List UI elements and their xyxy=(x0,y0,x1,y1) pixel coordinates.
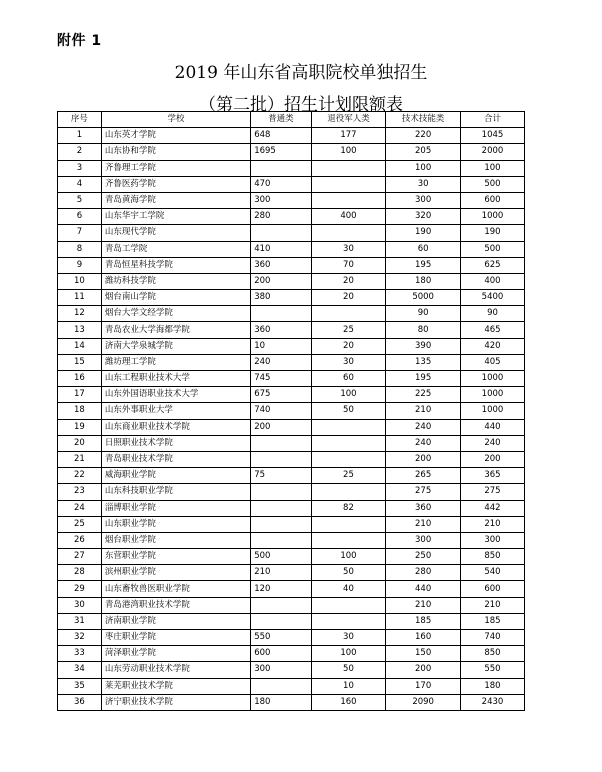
table-row xyxy=(58,371,525,387)
veteran-count: 10 xyxy=(311,678,386,694)
total-count: 550 xyxy=(460,662,524,678)
total-count: 850 xyxy=(460,646,524,662)
general-count: 1695 xyxy=(251,144,311,160)
school-name: 青岛工学院 xyxy=(101,241,250,257)
table-header-row xyxy=(58,112,525,128)
general-count: 300 xyxy=(251,192,311,208)
row-index: 8 xyxy=(58,241,102,257)
skill-count: 200 xyxy=(386,662,461,678)
skill-count: 240 xyxy=(386,435,461,451)
veteran-count xyxy=(311,192,386,208)
skill-count: 300 xyxy=(386,192,461,208)
school-name: 济宁职业技术学院 xyxy=(101,694,250,710)
general-count xyxy=(251,225,311,241)
table-row xyxy=(58,435,525,451)
general-count xyxy=(251,532,311,548)
veteran-count: 20 xyxy=(311,290,386,306)
school-name: 山东协和学院 xyxy=(101,144,250,160)
skill-count: 80 xyxy=(386,322,461,338)
skill-count: 200 xyxy=(386,451,461,467)
general-count: 200 xyxy=(251,419,311,435)
total-count: 185 xyxy=(460,613,524,629)
table-row xyxy=(58,128,525,144)
table-row xyxy=(58,662,525,678)
row-index: 32 xyxy=(58,630,102,646)
total-count: 500 xyxy=(460,241,524,257)
veteran-count xyxy=(311,435,386,451)
skill-count: 440 xyxy=(386,581,461,597)
school-name: 济南职业学院 xyxy=(101,613,250,629)
school-name: 山东科技职业学院 xyxy=(101,484,250,500)
veteran-count xyxy=(311,306,386,322)
row-index: 23 xyxy=(58,484,102,500)
table-row xyxy=(58,387,525,403)
school-name: 山东劳动职业技术学院 xyxy=(101,662,250,678)
table-row xyxy=(58,290,525,306)
row-index: 1 xyxy=(58,128,102,144)
school-name: 日照职业技术学院 xyxy=(101,435,250,451)
header-index: 序号 xyxy=(58,112,102,128)
skill-count: 195 xyxy=(386,257,461,273)
school-name: 滨州职业学院 xyxy=(101,565,250,581)
school-name: 淄博职业学院 xyxy=(101,500,250,516)
general-count xyxy=(251,597,311,613)
row-index: 2 xyxy=(58,144,102,160)
table-row xyxy=(58,225,525,241)
general-count: 360 xyxy=(251,257,311,273)
general-count xyxy=(251,306,311,322)
row-index: 34 xyxy=(58,662,102,678)
skill-count: 2090 xyxy=(386,694,461,710)
table-row xyxy=(58,678,525,694)
document-subtitle: （第二批）招生计划限额表 xyxy=(199,95,403,115)
row-index: 36 xyxy=(58,694,102,710)
skill-count: 135 xyxy=(386,354,461,370)
table-row xyxy=(58,500,525,516)
general-count xyxy=(251,484,311,500)
total-count: 850 xyxy=(460,549,524,565)
skill-count: 190 xyxy=(386,225,461,241)
row-index: 19 xyxy=(58,419,102,435)
veteran-count: 40 xyxy=(311,581,386,597)
veteran-count xyxy=(311,451,386,467)
veteran-count xyxy=(311,516,386,532)
school-name: 齐鲁医药学院 xyxy=(101,176,250,192)
table-row xyxy=(58,484,525,500)
school-name: 山东华宇工学院 xyxy=(101,209,250,225)
header-skill: 技术技能类 xyxy=(386,112,461,128)
skill-count: 300 xyxy=(386,532,461,548)
skill-count: 265 xyxy=(386,468,461,484)
skill-count: 275 xyxy=(386,484,461,500)
table-row xyxy=(58,581,525,597)
header-veteran: 退役军人类 xyxy=(311,112,386,128)
table-row xyxy=(58,468,525,484)
general-count: 675 xyxy=(251,387,311,403)
row-index: 10 xyxy=(58,273,102,289)
veteran-count: 100 xyxy=(311,144,386,160)
skill-count: 195 xyxy=(386,371,461,387)
skill-count: 240 xyxy=(386,419,461,435)
veteran-count: 100 xyxy=(311,387,386,403)
total-count: 440 xyxy=(460,419,524,435)
table-row xyxy=(58,532,525,548)
veteran-count: 70 xyxy=(311,257,386,273)
table-row xyxy=(58,549,525,565)
total-count: 2000 xyxy=(460,144,524,160)
veteran-count: 50 xyxy=(311,662,386,678)
row-index: 28 xyxy=(58,565,102,581)
skill-count: 60 xyxy=(386,241,461,257)
skill-count: 205 xyxy=(386,144,461,160)
veteran-count: 60 xyxy=(311,371,386,387)
table-row xyxy=(58,516,525,532)
row-index: 35 xyxy=(58,678,102,694)
skill-count: 210 xyxy=(386,597,461,613)
school-name: 青岛黄海学院 xyxy=(101,192,250,208)
general-count xyxy=(251,451,311,467)
general-count: 300 xyxy=(251,662,311,678)
total-count: 210 xyxy=(460,597,524,613)
general-count: 120 xyxy=(251,581,311,597)
veteran-count: 100 xyxy=(311,549,386,565)
table-row xyxy=(58,565,525,581)
veteran-count: 160 xyxy=(311,694,386,710)
veteran-count: 400 xyxy=(311,209,386,225)
row-index: 21 xyxy=(58,451,102,467)
skill-count: 220 xyxy=(386,128,461,144)
skill-count: 360 xyxy=(386,500,461,516)
general-count: 75 xyxy=(251,468,311,484)
veteran-count: 177 xyxy=(311,128,386,144)
general-count: 210 xyxy=(251,565,311,581)
school-name: 山东英才学院 xyxy=(101,128,250,144)
total-count: 600 xyxy=(460,192,524,208)
row-index: 5 xyxy=(58,192,102,208)
row-index: 3 xyxy=(58,160,102,176)
skill-count: 180 xyxy=(386,273,461,289)
total-count: 442 xyxy=(460,500,524,516)
veteran-count: 20 xyxy=(311,273,386,289)
table-row xyxy=(58,273,525,289)
veteran-count xyxy=(311,225,386,241)
total-count: 365 xyxy=(460,468,524,484)
table-row xyxy=(58,322,525,338)
total-count: 1045 xyxy=(460,128,524,144)
school-name: 青岛农业大学海都学院 xyxy=(101,322,250,338)
veteran-count: 30 xyxy=(311,630,386,646)
school-name: 山东外事职业大学 xyxy=(101,403,250,419)
table-row xyxy=(58,144,525,160)
total-count: 100 xyxy=(460,160,524,176)
total-count: 300 xyxy=(460,532,524,548)
school-name: 青岛职业技术学院 xyxy=(101,451,250,467)
general-count: 740 xyxy=(251,403,311,419)
skill-count: 210 xyxy=(386,403,461,419)
total-count: 210 xyxy=(460,516,524,532)
school-name: 济南大学泉城学院 xyxy=(101,338,250,354)
document-title: 2019 年山东省高职院校单独招生 xyxy=(174,63,428,83)
skill-count: 170 xyxy=(386,678,461,694)
general-count xyxy=(251,435,311,451)
total-count: 1000 xyxy=(460,403,524,419)
general-count xyxy=(251,678,311,694)
veteran-count: 50 xyxy=(311,565,386,581)
table-body xyxy=(58,128,525,711)
total-count: 405 xyxy=(460,354,524,370)
school-name: 山东现代学院 xyxy=(101,225,250,241)
general-count: 380 xyxy=(251,290,311,306)
total-count: 275 xyxy=(460,484,524,500)
school-name: 山东商业职业技术学院 xyxy=(101,419,250,435)
total-count: 465 xyxy=(460,322,524,338)
general-count: 500 xyxy=(251,549,311,565)
table-row xyxy=(58,338,525,354)
school-name: 山东畜牧兽医职业学院 xyxy=(101,581,250,597)
row-index: 27 xyxy=(58,549,102,565)
table-row xyxy=(58,451,525,467)
veteran-count xyxy=(311,613,386,629)
school-name: 青岛港湾职业技术学院 xyxy=(101,597,250,613)
general-count xyxy=(251,500,311,516)
row-index: 33 xyxy=(58,646,102,662)
school-name: 山东工程职业技术大学 xyxy=(101,371,250,387)
row-index: 17 xyxy=(58,387,102,403)
veteran-count xyxy=(311,176,386,192)
general-count xyxy=(251,160,311,176)
table-row xyxy=(58,160,525,176)
table-row xyxy=(58,597,525,613)
total-count: 740 xyxy=(460,630,524,646)
general-count: 470 xyxy=(251,176,311,192)
row-index: 31 xyxy=(58,613,102,629)
total-count: 400 xyxy=(460,273,524,289)
table-row xyxy=(58,694,525,710)
general-count: 410 xyxy=(251,241,311,257)
veteran-count: 100 xyxy=(311,646,386,662)
row-index: 25 xyxy=(58,516,102,532)
veteran-count: 30 xyxy=(311,354,386,370)
skill-count: 5000 xyxy=(386,290,461,306)
general-count: 240 xyxy=(251,354,311,370)
skill-count: 225 xyxy=(386,387,461,403)
school-name: 烟台职业学院 xyxy=(101,532,250,548)
total-count: 180 xyxy=(460,678,524,694)
general-count: 550 xyxy=(251,630,311,646)
row-index: 6 xyxy=(58,209,102,225)
school-name: 莱芜职业技术学院 xyxy=(101,678,250,694)
skill-count: 160 xyxy=(386,630,461,646)
row-index: 20 xyxy=(58,435,102,451)
total-count: 500 xyxy=(460,176,524,192)
general-count xyxy=(251,516,311,532)
table-row xyxy=(58,419,525,435)
row-index: 24 xyxy=(58,500,102,516)
table-row xyxy=(58,192,525,208)
total-count: 240 xyxy=(460,435,524,451)
row-index: 4 xyxy=(58,176,102,192)
general-count: 280 xyxy=(251,209,311,225)
school-name: 青岛恒星科技学院 xyxy=(101,257,250,273)
total-count: 190 xyxy=(460,225,524,241)
enrollment-quota-table xyxy=(57,111,525,711)
table-row xyxy=(58,613,525,629)
school-name: 潍坊理工学院 xyxy=(101,354,250,370)
skill-count: 100 xyxy=(386,160,461,176)
school-name: 齐鲁理工学院 xyxy=(101,160,250,176)
row-index: 15 xyxy=(58,354,102,370)
header-school: 学校 xyxy=(101,112,250,128)
school-name: 烟台大学文经学院 xyxy=(101,306,250,322)
skill-count: 30 xyxy=(386,176,461,192)
general-count: 360 xyxy=(251,322,311,338)
veteran-count: 25 xyxy=(311,322,386,338)
row-index: 26 xyxy=(58,532,102,548)
row-index: 30 xyxy=(58,597,102,613)
total-count: 600 xyxy=(460,581,524,597)
veteran-count xyxy=(311,419,386,435)
table-row xyxy=(58,306,525,322)
general-count: 180 xyxy=(251,694,311,710)
attachment-label: 附件 1 xyxy=(57,33,102,49)
general-count: 10 xyxy=(251,338,311,354)
row-index: 14 xyxy=(58,338,102,354)
total-count: 5400 xyxy=(460,290,524,306)
skill-count: 185 xyxy=(386,613,461,629)
row-index: 12 xyxy=(58,306,102,322)
school-name: 东营职业学院 xyxy=(101,549,250,565)
total-count: 1000 xyxy=(460,371,524,387)
veteran-count: 50 xyxy=(311,403,386,419)
total-count: 200 xyxy=(460,451,524,467)
skill-count: 210 xyxy=(386,516,461,532)
veteran-count xyxy=(311,484,386,500)
row-index: 11 xyxy=(58,290,102,306)
veteran-count: 30 xyxy=(311,241,386,257)
table-row xyxy=(58,354,525,370)
school-name: 潍坊科技学院 xyxy=(101,273,250,289)
general-count: 648 xyxy=(251,128,311,144)
row-index: 13 xyxy=(58,322,102,338)
skill-count: 90 xyxy=(386,306,461,322)
skill-count: 320 xyxy=(386,209,461,225)
row-index: 9 xyxy=(58,257,102,273)
school-name: 烟台南山学院 xyxy=(101,290,250,306)
row-index: 29 xyxy=(58,581,102,597)
table-row xyxy=(58,403,525,419)
veteran-count xyxy=(311,160,386,176)
veteran-count xyxy=(311,532,386,548)
veteran-count: 20 xyxy=(311,338,386,354)
row-index: 22 xyxy=(58,468,102,484)
general-count xyxy=(251,613,311,629)
veteran-count: 25 xyxy=(311,468,386,484)
table-row xyxy=(58,176,525,192)
school-name: 山东职业学院 xyxy=(101,516,250,532)
table-row xyxy=(58,209,525,225)
school-name: 菏泽职业学院 xyxy=(101,646,250,662)
table-row xyxy=(58,241,525,257)
row-index: 16 xyxy=(58,371,102,387)
skill-count: 150 xyxy=(386,646,461,662)
total-count: 540 xyxy=(460,565,524,581)
total-count: 625 xyxy=(460,257,524,273)
general-count: 200 xyxy=(251,273,311,289)
header-general: 普通类 xyxy=(251,112,311,128)
veteran-count xyxy=(311,597,386,613)
row-index: 7 xyxy=(58,225,102,241)
header-total: 合计 xyxy=(460,112,524,128)
skill-count: 280 xyxy=(386,565,461,581)
table-row xyxy=(58,646,525,662)
table-row xyxy=(58,630,525,646)
school-name: 枣庄职业学院 xyxy=(101,630,250,646)
school-name: 威海职业学院 xyxy=(101,468,250,484)
total-count: 2430 xyxy=(460,694,524,710)
skill-count: 390 xyxy=(386,338,461,354)
total-count: 420 xyxy=(460,338,524,354)
general-count: 745 xyxy=(251,371,311,387)
total-count: 1000 xyxy=(460,209,524,225)
total-count: 90 xyxy=(460,306,524,322)
veteran-count: 82 xyxy=(311,500,386,516)
school-name: 山东外国语职业技术大学 xyxy=(101,387,250,403)
table-row xyxy=(58,257,525,273)
general-count: 600 xyxy=(251,646,311,662)
skill-count: 250 xyxy=(386,549,461,565)
total-count: 1000 xyxy=(460,387,524,403)
row-index: 18 xyxy=(58,403,102,419)
